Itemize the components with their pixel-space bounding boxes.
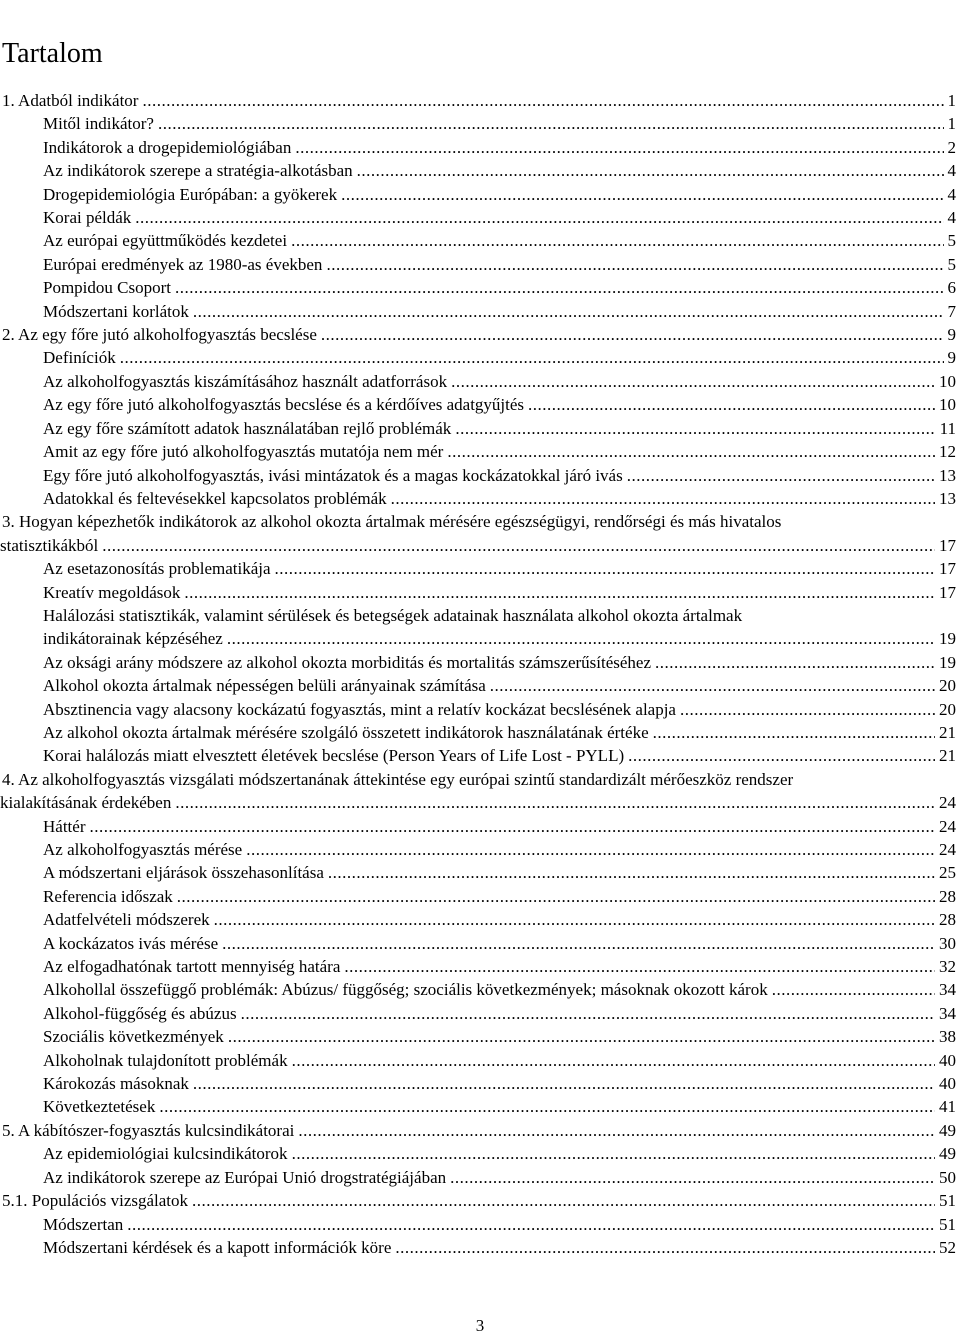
toc-entry[interactable] (0, 932, 960, 955)
dot-leader (291, 229, 943, 252)
toc-page-number: 17 (939, 582, 956, 602)
dot-leader (447, 440, 935, 463)
toc-entry[interactable] (0, 1166, 960, 1189)
toc-entry-title-continued: indikátorainak képzéséhez (43, 629, 223, 649)
toc-page-number: 21 (939, 722, 956, 742)
dot-leader (450, 1166, 935, 1189)
toc-entry[interactable] (0, 815, 960, 838)
toc-entry[interactable] (0, 1236, 960, 1259)
toc-entry-title: Korai példák (43, 208, 132, 228)
toc-page-number: 25 (939, 863, 956, 883)
toc-entry[interactable] (0, 861, 960, 884)
toc-page-number: 20 (939, 699, 956, 719)
toc-entry[interactable] (0, 487, 960, 510)
toc-entry[interactable] (0, 510, 960, 557)
dot-leader (102, 534, 935, 557)
toc-page-number: 41 (939, 1097, 956, 1117)
toc-entry[interactable] (0, 557, 960, 580)
toc-entry-title-continued: kialakításának érdekében (0, 793, 172, 813)
toc-entry-title: Az indikátorok szerepe a stratégia-alkotásban (43, 161, 353, 181)
dot-leader (292, 1049, 935, 1072)
toc-entry[interactable] (0, 464, 960, 487)
toc-entry[interactable] (0, 300, 960, 323)
dot-leader (142, 89, 943, 112)
toc-entry[interactable] (0, 838, 960, 861)
toc-entry-title: Az esetazonosítás problematikája (43, 559, 271, 579)
dot-leader (321, 323, 944, 346)
toc-entry-title: Károkozás másoknak (43, 1074, 189, 1094)
toc-entry[interactable] (0, 183, 960, 206)
toc-entry[interactable] (0, 1189, 960, 1212)
toc-entry-title: Szociális következmények (43, 1027, 224, 1047)
toc-entry-title: Az epidemiológiai kulcsindikátorok (43, 1144, 288, 1164)
toc-page-number: 17 (939, 559, 956, 579)
toc-page-number: 34 (939, 980, 956, 1000)
toc-page-number: 49 (939, 1144, 956, 1164)
toc-entry[interactable] (0, 908, 960, 931)
toc-entry-title: Az alkohol okozta ártalmak mérésére szolgáló összetett indikátorok használatának értéke (43, 722, 649, 742)
toc-entry-title: A kockázatos ivás mérése (43, 933, 219, 953)
toc-entry[interactable] (0, 370, 960, 393)
toc-entry-title: 2. Az egy főre jutó alkoholfogyasztás becslése (2, 325, 317, 345)
toc-entry[interactable] (0, 698, 960, 721)
dot-leader (528, 393, 935, 416)
toc-entry-title: Mitől indikátor? (43, 114, 154, 134)
dot-leader (193, 1072, 935, 1095)
page-number-footer: 3 (475, 1316, 485, 1335)
dot-leader (222, 932, 935, 955)
toc-entry-title: Amit az egy főre jutó alkoholfogyasztás mutatója nem mér (43, 442, 444, 462)
toc-entry[interactable] (0, 89, 960, 112)
toc-page-number: 38 (939, 1027, 956, 1047)
toc-page-number: 20 (939, 676, 956, 696)
toc-entry-title: Adatfelvételi módszerek (43, 910, 210, 930)
dot-leader (192, 1189, 935, 1212)
toc-entry-title: 3. Hogyan képezhetők indikátorok az alkohol okozta ártalmak mérésére egészségügyi, rendőrségi és más hivatalos (2, 512, 782, 532)
toc-entry-title: Drogepidemiológia Európában: a gyökerek (43, 184, 338, 204)
toc-entry-title: Alkoholnak tulajdonított problémák (43, 1050, 288, 1070)
dot-leader (120, 346, 944, 369)
dot-leader (175, 276, 944, 299)
toc-page-number: 17 (939, 535, 956, 555)
dot-leader (184, 581, 935, 604)
dot-leader (391, 487, 935, 510)
toc-entry[interactable] (0, 440, 960, 463)
toc-entry-title-continued: statisztikákból (0, 535, 99, 555)
toc-page-number: 11 (939, 418, 956, 438)
dot-leader (175, 791, 935, 814)
toc-page-number: 24 (939, 793, 956, 813)
dot-leader (127, 1213, 935, 1236)
toc-entry-title: Alkohollal összefüggő problémák: Abúzus/ függőség; szociális következmények; másoknak okozott károk (43, 980, 768, 1000)
toc-page-number: 7 (947, 301, 956, 321)
toc-entry[interactable] (0, 253, 960, 276)
toc-page-number: 4 (947, 184, 956, 204)
toc-page-number: 34 (939, 1003, 956, 1023)
toc-page-number: 50 (939, 1167, 956, 1187)
toc-page-number: 10 (939, 395, 956, 415)
dot-leader (159, 1095, 935, 1118)
toc-entry[interactable] (0, 604, 960, 651)
toc-entry-title: Absztinencia vagy alacsony kockázatú fogyasztás, mint a relatív kockázat becslésének alapja (43, 699, 676, 719)
toc-entry-title: 5. A kábítószer-fogyasztás kulcsindikátorai (2, 1120, 295, 1140)
toc-page-number: 5 (947, 231, 956, 251)
toc-entry-title: Módszertani kérdések és a kapott információk köre (43, 1237, 392, 1257)
toc-entry[interactable] (0, 978, 960, 1001)
toc-entry-title: Az alkoholfogyasztás mérése (43, 840, 243, 859)
toc-entry[interactable] (0, 159, 960, 182)
toc-page-number: 9 (947, 348, 956, 368)
dot-leader (627, 464, 935, 487)
toc-entry-title: Az indikátorok szerepe az Európai Unió drogstratégiájában (43, 1167, 447, 1187)
toc-page-number: 30 (939, 933, 956, 953)
toc-entry[interactable] (0, 1213, 960, 1236)
toc-entry[interactable] (0, 721, 960, 744)
toc-page-number: 51 (939, 1191, 956, 1211)
toc-page-number: 13 (939, 465, 956, 485)
dot-leader (395, 1236, 935, 1259)
dot-leader (275, 557, 935, 580)
toc-entry-title: Definíciók (43, 348, 116, 368)
toc-page-number: 51 (939, 1214, 956, 1234)
toc-entry[interactable] (0, 206, 960, 229)
toc-page-number: 12 (939, 442, 956, 462)
toc-page-number: 28 (939, 886, 956, 906)
toc-entry-title: A módszertani eljárások összehasonlítása (43, 863, 324, 883)
toc-entry-title: Az oksági arány módszere az alkohol okozta morbiditás és mortalitás számszerűsítéséhez (43, 652, 652, 672)
toc-entry-title: Az egy főre számított adatok használatában rejlő problémák (43, 418, 452, 438)
toc-page-number: 2 (947, 137, 956, 157)
toc-entry[interactable] (0, 417, 960, 440)
toc-entry-title: 1. Adatból indikátor (2, 91, 139, 110)
toc-page-number: 52 (939, 1237, 956, 1257)
toc-page-number: 5 (947, 254, 956, 274)
toc-page-number: 19 (939, 629, 956, 649)
dot-leader (653, 721, 935, 744)
dot-leader (246, 838, 935, 861)
toc-entry-title: Módszertani korlátok (43, 301, 189, 321)
toc-entry[interactable] (0, 1095, 960, 1118)
toc-page-number: 24 (939, 840, 956, 859)
toc-page-number: 13 (939, 488, 956, 508)
dot-leader (228, 1025, 935, 1048)
toc-page-number: 28 (939, 910, 956, 930)
toc-entry[interactable] (0, 229, 960, 252)
dot-leader (158, 112, 944, 135)
toc-entry-title: Módszertan (43, 1214, 124, 1234)
toc-entry[interactable] (0, 651, 960, 674)
toc-page-number: 32 (939, 957, 956, 977)
toc-entry[interactable] (0, 1142, 960, 1165)
toc-page-number: 6 (947, 278, 956, 298)
dot-leader (135, 206, 943, 229)
dot-leader (451, 370, 935, 393)
dot-leader (241, 1002, 935, 1025)
dot-leader (177, 885, 935, 908)
toc-entry[interactable] (0, 276, 960, 299)
toc-entry-title: Alkohol-függőség és abúzus (43, 1003, 237, 1023)
dot-leader (193, 300, 944, 323)
toc-page-number: 4 (947, 208, 956, 228)
toc-entry-title: 5.1. Populációs vizsgálatok (2, 1191, 189, 1211)
dot-leader (292, 1142, 935, 1165)
toc-entry[interactable] (0, 674, 960, 697)
toc-entry-title: Az egy főre jutó alkoholfogyasztás becslése és a kérdőíves adatgyűjtés (43, 395, 525, 415)
toc-entry[interactable] (0, 393, 960, 416)
toc-entry-title: Következtetések (43, 1097, 156, 1117)
toc-entry-title: Egy főre jutó alkoholfogyasztás, ivási mintázatok és a magas kockázatokkal járó ivás (43, 465, 623, 485)
toc-entry-title: Halálozási statisztikák, valamint sérülések és betegségek adatainak használata alkohol okozta ártalmak (43, 605, 743, 625)
toc-entry[interactable] (0, 1049, 960, 1072)
dot-leader (341, 183, 943, 206)
toc-page-number: 1 (947, 114, 956, 134)
toc-entry-title: Kreatív megoldások (43, 582, 181, 602)
toc-page-number: 1 (947, 91, 956, 110)
page-title: Tartalom (2, 38, 103, 69)
toc-entry-title: Az elfogadhatónak tartott mennyiség határa (43, 957, 341, 977)
toc-entry[interactable] (0, 323, 960, 346)
toc-entry[interactable] (0, 112, 960, 135)
toc-entry-title: 4. Az alkoholfogyasztás vizsgálati módszertanának áttekintése egy európai szintű standardizált mérőeszköz rendszer (2, 769, 794, 789)
dot-leader (89, 815, 935, 838)
toc-entry-title: Háttér (43, 816, 86, 836)
dot-leader (227, 627, 935, 650)
dot-leader (326, 253, 943, 276)
dot-leader (490, 674, 935, 697)
dot-leader (628, 744, 935, 767)
dot-leader (328, 861, 935, 884)
toc-entry[interactable] (0, 1072, 960, 1095)
toc-entry-title: Az európai együttműködés kezdetei (43, 231, 288, 251)
dot-leader (655, 651, 935, 674)
toc-entry[interactable] (0, 1025, 960, 1048)
dot-leader (295, 136, 943, 159)
toc-entry[interactable] (0, 1119, 960, 1142)
toc-entry-title: Referencia időszak (43, 886, 173, 906)
toc-entry-title: Az alkoholfogyasztás kiszámításához használt adatforrások (43, 371, 448, 391)
toc-entry[interactable] (0, 346, 960, 369)
dot-leader (357, 159, 944, 182)
toc-entry-title: Indikátorok a drogepidemiológiában (43, 137, 292, 157)
dot-leader (680, 698, 935, 721)
toc-entry-title: Korai halálozás miatt elvesztett életévek becslése (Person Years of Life Lost - PYLL) (43, 746, 625, 766)
toc-entry[interactable] (0, 744, 960, 767)
toc-entry-title: Alkohol okozta ártalmak népességen belüli arányainak számítása (43, 676, 486, 696)
toc-entry-title: Pompidou Csoport (43, 278, 171, 298)
toc-page-number: 4 (947, 161, 956, 181)
toc-entry-title: Adatokkal és feltevésekkel kapcsolatos problémák (43, 488, 387, 508)
toc-page-number: 19 (939, 652, 956, 672)
dot-leader (344, 955, 935, 978)
table-of-contents (0, 89, 960, 1259)
toc-entry[interactable] (0, 885, 960, 908)
toc-entry[interactable] (0, 955, 960, 978)
toc-page-number: 24 (939, 816, 956, 836)
toc-page-number: 9 (947, 325, 956, 345)
toc-page-number: 49 (939, 1120, 956, 1140)
toc-page-number: 21 (939, 746, 956, 766)
toc-page-number: 40 (939, 1050, 956, 1070)
toc-entry[interactable] (0, 581, 960, 604)
dot-leader (455, 417, 935, 440)
toc-entry-title: Európai eredmények az 1980-as években (43, 254, 323, 274)
dot-leader (214, 908, 935, 931)
toc-entry[interactable] (0, 1002, 960, 1025)
dot-leader (772, 978, 935, 1001)
toc-entry[interactable] (0, 136, 960, 159)
dot-leader (298, 1119, 935, 1142)
toc-page-number: 10 (939, 371, 956, 391)
toc-page-number: 40 (939, 1074, 956, 1094)
toc-entry[interactable] (0, 768, 960, 815)
